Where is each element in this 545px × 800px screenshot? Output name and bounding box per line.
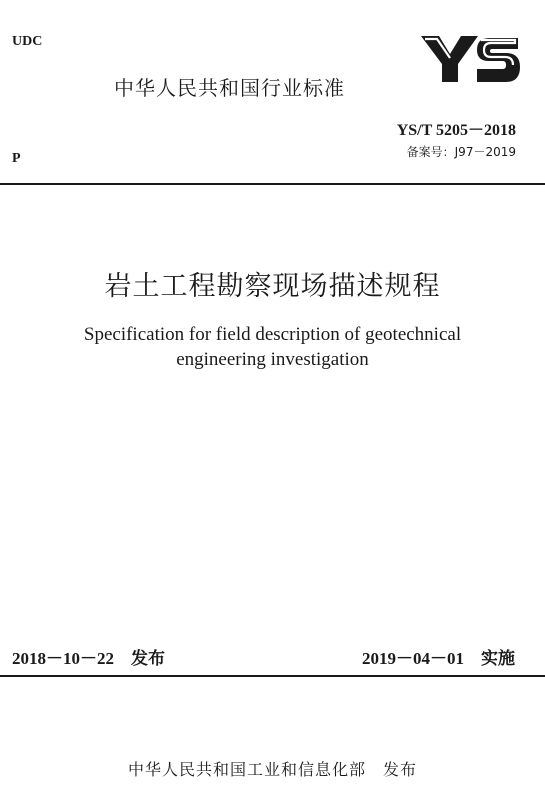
filing-number: 备案号：J97－2019 (406, 145, 516, 159)
bottom-divider (0, 675, 545, 677)
publisher: 中华人民共和国工业和信息化部 发布 (127, 760, 417, 779)
classification-label: P (12, 151, 21, 166)
title-english-line1: Specification for field description of geotechnical (83, 324, 462, 345)
title-english-line2: engineering investigation (176, 349, 369, 370)
top-divider (0, 183, 545, 185)
industry-standard-heading: 中华人民共和国行业标准 (114, 76, 345, 100)
title-chinese: 岩土工程勘察现场描述规程 (104, 271, 441, 302)
issue-date: 2018－10－22 发布 (12, 649, 165, 668)
standard-number: YS/T 5205－2018 (396, 122, 516, 139)
ys-logo (417, 30, 522, 88)
title-english (0, 322, 545, 372)
udc-label: UDC (12, 34, 43, 49)
implementation-date: 2019－04－01 实施 (362, 649, 515, 668)
